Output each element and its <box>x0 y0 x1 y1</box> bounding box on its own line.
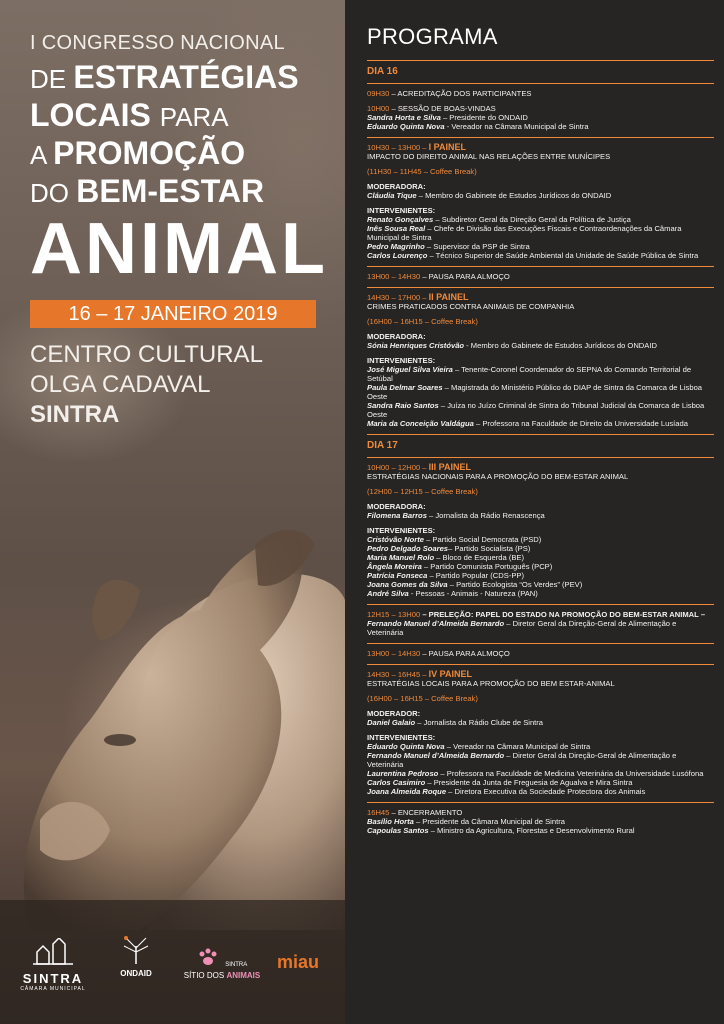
closing-item: 16H45 – ENCERRAMENTO Basílio Horta – Presidente da Câmara Municipal de Sintra Capoulas Santos – Ministro da Agricultura, Florestas e Desenvolvimento Rural <box>367 808 635 835</box>
venue-city: SINTRA <box>30 401 120 428</box>
panel-3-break: (12H00 – 12H15 – Coffee Break) <box>367 487 478 496</box>
panel-3-speakers: INTERVENIENTES: Cristóvão Norte – Partido Social Democrata (PSD) Pedro Delgado Soares– Partido Socialista (PS) Maria Manuel Rolo – Bloco de Esquerda (BE) Ângela Moreira – Partido Comunista Português (PCP) Patrícia Fonseca – Partido Popular (CDS-PP) Joana Gomes da Silva – Partido Ecologista “Os Verdes” (PEV) André Silva - Pessoas - Animais - Natureza (PAN) <box>367 526 583 598</box>
lunch-break-day-17: 13H00 – 14H30 – PAUSA PARA ALMOÇO <box>367 649 510 658</box>
divider <box>367 266 714 267</box>
lunch-break-day-16: 13H00 – 14H30 – PAUSA PARA ALMOÇO <box>367 272 510 281</box>
tree-icon <box>118 934 154 964</box>
divider <box>367 457 714 458</box>
day-17-heading: DIA 17 <box>367 440 398 451</box>
venue-line-1: CENTRO CULTURAL <box>30 341 263 368</box>
panel-4-break: (16H00 – 16H15 – Coffee Break) <box>367 694 478 703</box>
sponsor-logos <box>0 928 345 1024</box>
title-animal: ANIMAL <box>30 209 328 289</box>
panel-2-heading: 14H30 – 17H00 – II PAINEL CRIMES PRATICADOS CONTRA ANIMAIS DE COMPANHIA <box>367 292 575 311</box>
panel-1-break: (11H30 – 11H45 – Coffee Break) <box>367 167 477 176</box>
divider <box>367 434 714 435</box>
panel-1-moderator: MODERADORA: Cláudia Tique – Membro do Gabinete de Estudos Jurídicos do ONDAID <box>367 182 612 200</box>
programme-panel <box>345 0 724 1024</box>
accreditation-item: 09H30 – ACREDITAÇÃO DOS PARTICIPANTES <box>367 89 532 98</box>
poster-panel <box>0 0 345 1024</box>
venue-line-2: OLGA CADAVAL <box>30 371 211 398</box>
panel-1-heading: 10H30 – 13H00 – I PAINEL IMPACTO DO DIREITO ANIMAL NAS RELAÇÕES ENTRE MUNÍCIPES <box>367 142 611 161</box>
panel-4-moderator: MODERADOR: Daniel Galaio – Jornalista da Rádio Clube de Sintra <box>367 709 544 727</box>
paw-icon <box>197 948 219 966</box>
divider <box>367 664 714 665</box>
divider <box>367 60 714 61</box>
panel-2-break: (16H00 – 16H15 – Coffee Break) <box>367 317 478 326</box>
title-row-2: DE ESTRATÉGIAS <box>30 59 299 95</box>
title-row-4: A PROMOÇÃO <box>30 135 246 171</box>
divider <box>367 802 714 803</box>
day-16-heading: DIA 16 <box>367 66 398 77</box>
title-row-3: LOCAIS PARA <box>30 97 229 133</box>
ondaid-logo: ONDAID <box>108 934 164 978</box>
divider <box>367 287 714 288</box>
sitio-dos-animais-logo: SINTRA SÍTIO DOS ANIMAIS <box>182 948 262 980</box>
sintra-logo: SINTRA CÂMARA MUNICIPAL <box>18 938 88 992</box>
panel-3-heading: 10H00 – 12H00 – III PAINEL ESTRATÉGIAS NACIONAIS PARA A PROMOÇÃO DO BEM-ESTAR ANIMAL <box>367 462 629 481</box>
title-row-5: DO BEM-ESTAR <box>30 173 265 209</box>
miau-logo: miau <box>276 952 319 972</box>
programme-title: PROGRAMA <box>367 24 498 49</box>
panel-4-heading: 14H30 – 16H45 – IV PAINEL ESTRATÉGIAS LOCAIS PARA A PROMOÇÃO DO BEM ESTAR-ANIMAL <box>367 669 615 688</box>
panel-2-moderator: MODERADORA: Sónia Henriques Cristóvão - Membro do Gabinete de Estudos Jurídicos do ONDAID <box>367 332 657 350</box>
panel-2-speakers: INTERVENIENTES: José Miguel Silva Vieira – Tenente-Coronel Coordenador do SEPNA do Comando Territorial de Setúbal Paula Delmar Soares – Magistrada do Ministério Público do DIAP de Sintra da Comarca de Lisboa Oeste Sandra Raio Santos – Juíza no Juízo Criminal de Sintra do Tribunal Judicial da Comarca de Lisboa Oeste Maria da Conceição Valdágua – Professora na Faculdade de Direito da Universidade Lusíada <box>367 356 705 428</box>
panel-3-moderator: MODERADORA: Filomena Barros – Jornalista da Rádio Renascença <box>367 502 545 520</box>
event-date-banner: 16 – 17 JANEIRO 2019 <box>30 300 316 328</box>
divider <box>367 83 714 84</box>
divider <box>367 137 714 138</box>
lecture-item: 12H15 – 13H00 – PRELEÇÃO: PAPEL DO ESTADO NA PROMOÇÃO DO BEM-ESTAR ANIMAL – Fernando Manuel d’Almeida Bernardo – Diretor Geral da Direção-Geral de Alimentação e Veterinária <box>367 610 706 637</box>
panel-1-speakers: INTERVENIENTES: Renato Gonçalves – Subdiretor Geral da Direção Geral da Política de Justiça Inês Sousa Real – Chefe de Divisão das Execuções Fiscais e Contraordenações da Câmara Municipal de Sintra Pedro Magrinho – Supervisor da PSP de Sintra Carlos Lourenço – Técnico Superior de Saúde Ambiental da Unidade de Saúde Pública de Sintra <box>367 206 699 260</box>
panel-4-speakers: INTERVENIENTES: Eduardo Quinta Nova – Vereador na Câmara Municipal de Sintra Fernando Manuel d’Almeida Bernardo – Diretor Geral da Direção-Geral de Alimentação e Veterinária Laurentina Pedroso – Professora na Faculdade de Medicina Veterinária da Universidade Lusófona Carlos Casimiro – Presidente da Junta de Freguesia de Agualva e Mira Sintra Joana Almeida Roque – Diretora Executiva da Sociedade Protectora dos Animais <box>367 733 704 796</box>
divider <box>367 604 714 605</box>
welcome-session-item: 10H00 – SESSÃO DE BOAS-VINDAS Sandra Horta e Silva – Presidente do ONDAID Eduardo Quinta Nova - Vereador na Câmara Municipal de Sintra <box>367 104 589 131</box>
venue-block <box>30 340 263 430</box>
divider <box>367 643 714 644</box>
title-line-1: I CONGRESSO NACIONAL <box>30 32 285 54</box>
sintra-palace-icon <box>33 938 73 966</box>
congress-title <box>30 32 330 289</box>
